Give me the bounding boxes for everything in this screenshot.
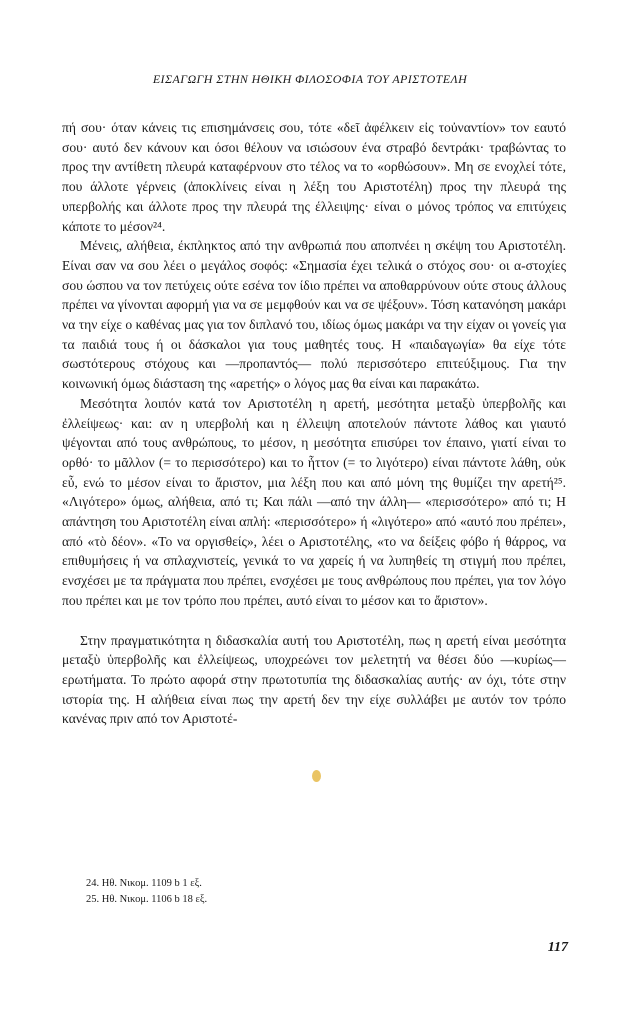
paragraph-3: Μεσότητα λοιπόν κατά τον Αριστοτέλη η αρετή, μεσότητα μεταξὺ ὑπερβολῆς και ἐλλείψεως· και: αν η υπερβολή και η έλλειψη αποτελούν πάντοτε λάθος και γιαυτό ψέγονται από τους ανθρώπους, το μέσον, η μεσότητα επισύρει τον έπαινο, γιατί είναι το ορθό· το μᾶλλον (= το περισσότερο) και το ἧττον (= το λιγότερο) είναι πάντοτε λάθη, οὐκ εὖ, ενώ το μέσον είναι το ἄριστον, μια λέξη που και από μόνη της θυμίζει την αρετή²⁵. «Λιγότερο» όμως, αλήθεια, από τι; Και πάλι —από την άλλη— «περισσότερο» από τι; Η απάντηση του Αριστοτέλη είναι απλή: «περισσότερο» ή «λιγότερο» από «αυτό που πρέπει», από «τὸ δέον». «Το να οργισθείς», λέει ο Αριστοτέλης, «το να δείξεις φόβο ή θάρρος, να επιθυμήσεις ή να σπλαχνιστείς, γενικά το να χαρείς ή να λυπηθείς τη στιγμή που πρέπει, ενσχέσει με τα πράγματα που πρέπει, ενσχέσει με τους ανθρώπους που πρέπει, για τον λόγο που πρέπει και με τον τρόπο που πρέπει, αυτό είναι το μέσον και το ἄριστον». [62,395,566,608]
body-text [62,118,566,729]
ink-stain-mark [312,770,321,782]
running-head: ΕΙΣΑΓΩΓΗ ΣΤΗΝ ΗΘΙΚΗ ΦΙΛΟΣΟΦΙΑ ΤΟΥ ΑΡΙΣΤΟΤΕΛΗ [152,72,468,86]
paragraph-2: Μένεις, αλήθεια, έκπληκτος από την ανθρωπιά που αποπνέει η σκέψη του Αριστοτέλη. Είναι σαν να σου λέει ο μεγάλος σοφός: «Σημασία έχει τελικά ο στόχος σου· οι α-στοχίες σου ώσπου να τον πετύχεις ούτε εσένα τον ίδιο πρέπει να αποθαρρύνουν ούτε στους άλλους πρέπει να γίνονται αφορμή για να σε μεμφθούν και να σε ψέξουν». Τόση κατανόηση μακάρι να την είχε ο καθένας μας για τον διπλανό του, ιδίως όμως μακάρι να την είχαν οι γονείς για τα παιδιά τους ή οι δάσκαλοι για τους μαθητές τους. Η «παιδαγωγία» θα είχε τότε σωστότερους στόχους και —προπαντός— πολύ περισσότερο επιτεύξιμους. Για την κοινωνική όμως διάσταση της «αρετής» ο λόγος μας θα είναι και παρακάτω. [62,238,566,392]
footnote-24: 24. Ηθ. Νικομ. 1109 b 1 εξ. [86,878,202,889]
footnotes [86,876,546,908]
paragraph-1: πή σου· όταν κάνεις τις επισημάνσεις σου, τότε «δεῖ ἀφέλκειν εἰς τοὐναντίον» τον εαυτό σου· αυτό δεν κάνουν και όσοι θέλουν να ισιώσουν ένα στραβό δεντράκι· τραβώντας το προς την αντίθετη πλευρά καταφέρνουν στο τέλος να το «ορθώσουν». Μη σε ενοχλεί τότε, που άλλοτε γέρνεις (ἀποκλίνεις είναι η λέξη του Αριστοτέλη) προς την πλευρά της υπερβολής και άλλοτε προς την πλευρά της έλλειψης· είναι ο μόνος τρόπος να επιτύχεις κάποτε το μέσον²⁴. [62,120,566,234]
paragraph-4: Στην πραγματικότητα η διδασκαλία αυτή του Αριστοτέλη, πως η αρετή είναι μεσότητα μεταξὺ ὑπερβολῆς και ἐλλείψεως, υποχρεώνει τον μελετητή να θέσει δύο —κυρίως— ερωτήματα. Το πρώτο αφορά στην πρωτοτυπία της διδασκαλίας αυτής· αν όχι, τότε στην ιστορία της. Η αλήθεια είναι πως την αρετή δεν την είχε συλλάβει με αυτόν τον τρόπο κανένας πριν από τον Αριστοτέ- [62,632,566,727]
page-number: 117 [547,940,568,955]
footnote-25: 25. Ηθ. Νικομ. 1106 b 18 εξ. [86,894,208,905]
